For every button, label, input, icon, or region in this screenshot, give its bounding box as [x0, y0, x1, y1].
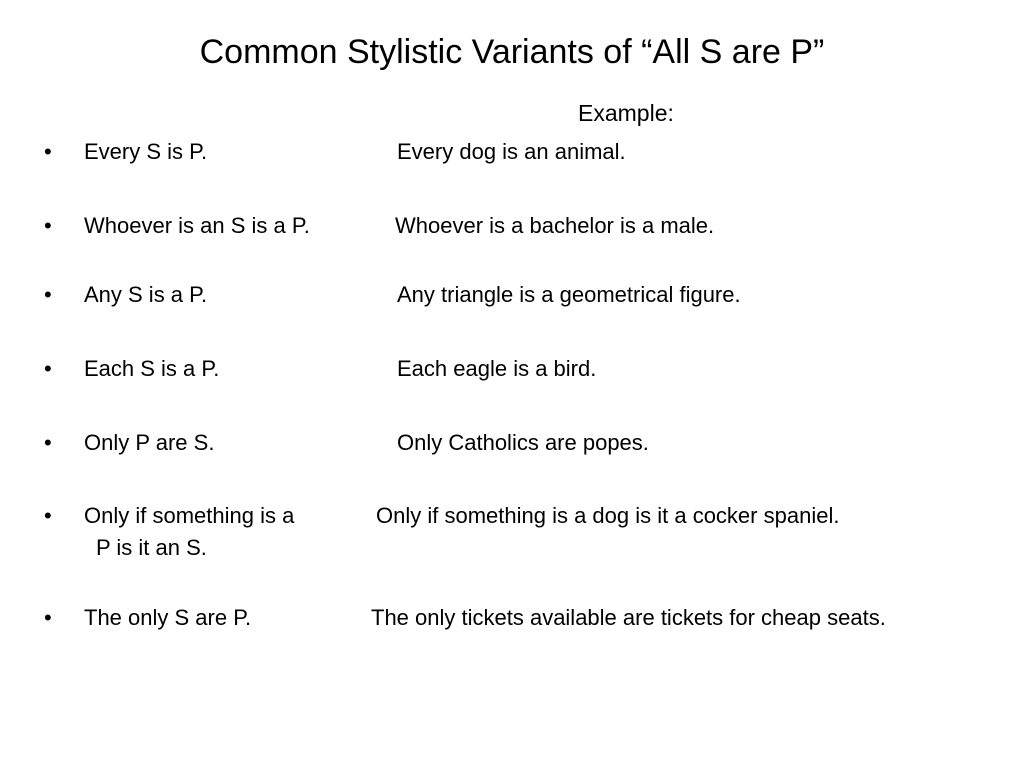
bullet-icon: •: [44, 213, 52, 238]
variant-text: The only S are P.: [84, 605, 252, 630]
example-text: Whoever is a bachelor is a male.: [395, 213, 715, 238]
variant-text: Each S is a P.: [84, 356, 220, 381]
variant-text-continuation: P is it an S.: [96, 535, 207, 560]
example-text: Any triangle is a geometrical figure.: [397, 282, 741, 307]
bullet-icon: •: [44, 430, 52, 455]
variant-text: Whoever is an S is a P.: [84, 213, 310, 238]
example-text: Only Catholics are popes.: [397, 430, 649, 455]
bullet-icon: •: [44, 605, 52, 630]
example-text: Every dog is an animal.: [397, 139, 626, 164]
slide-title: Common Stylistic Variants of “All S are P”: [199, 33, 825, 71]
bullet-icon: •: [44, 139, 52, 164]
variant-text: Any S is a P.: [84, 282, 208, 307]
example-text: Only if something is a dog is it a cocker spaniel.: [376, 503, 840, 528]
variant-text: Only P are S.: [84, 430, 215, 455]
example-text: The only tickets available are tickets for cheap seats.: [371, 605, 886, 630]
variant-text: Only if something is a: [84, 503, 295, 528]
example-text: Each eagle is a bird.: [397, 356, 597, 381]
example-header: Example:: [578, 100, 674, 126]
variant-text: Every S is P.: [84, 139, 208, 164]
bullet-icon: •: [44, 503, 52, 528]
bullet-icon: •: [44, 282, 52, 307]
bullet-icon: •: [44, 356, 52, 381]
